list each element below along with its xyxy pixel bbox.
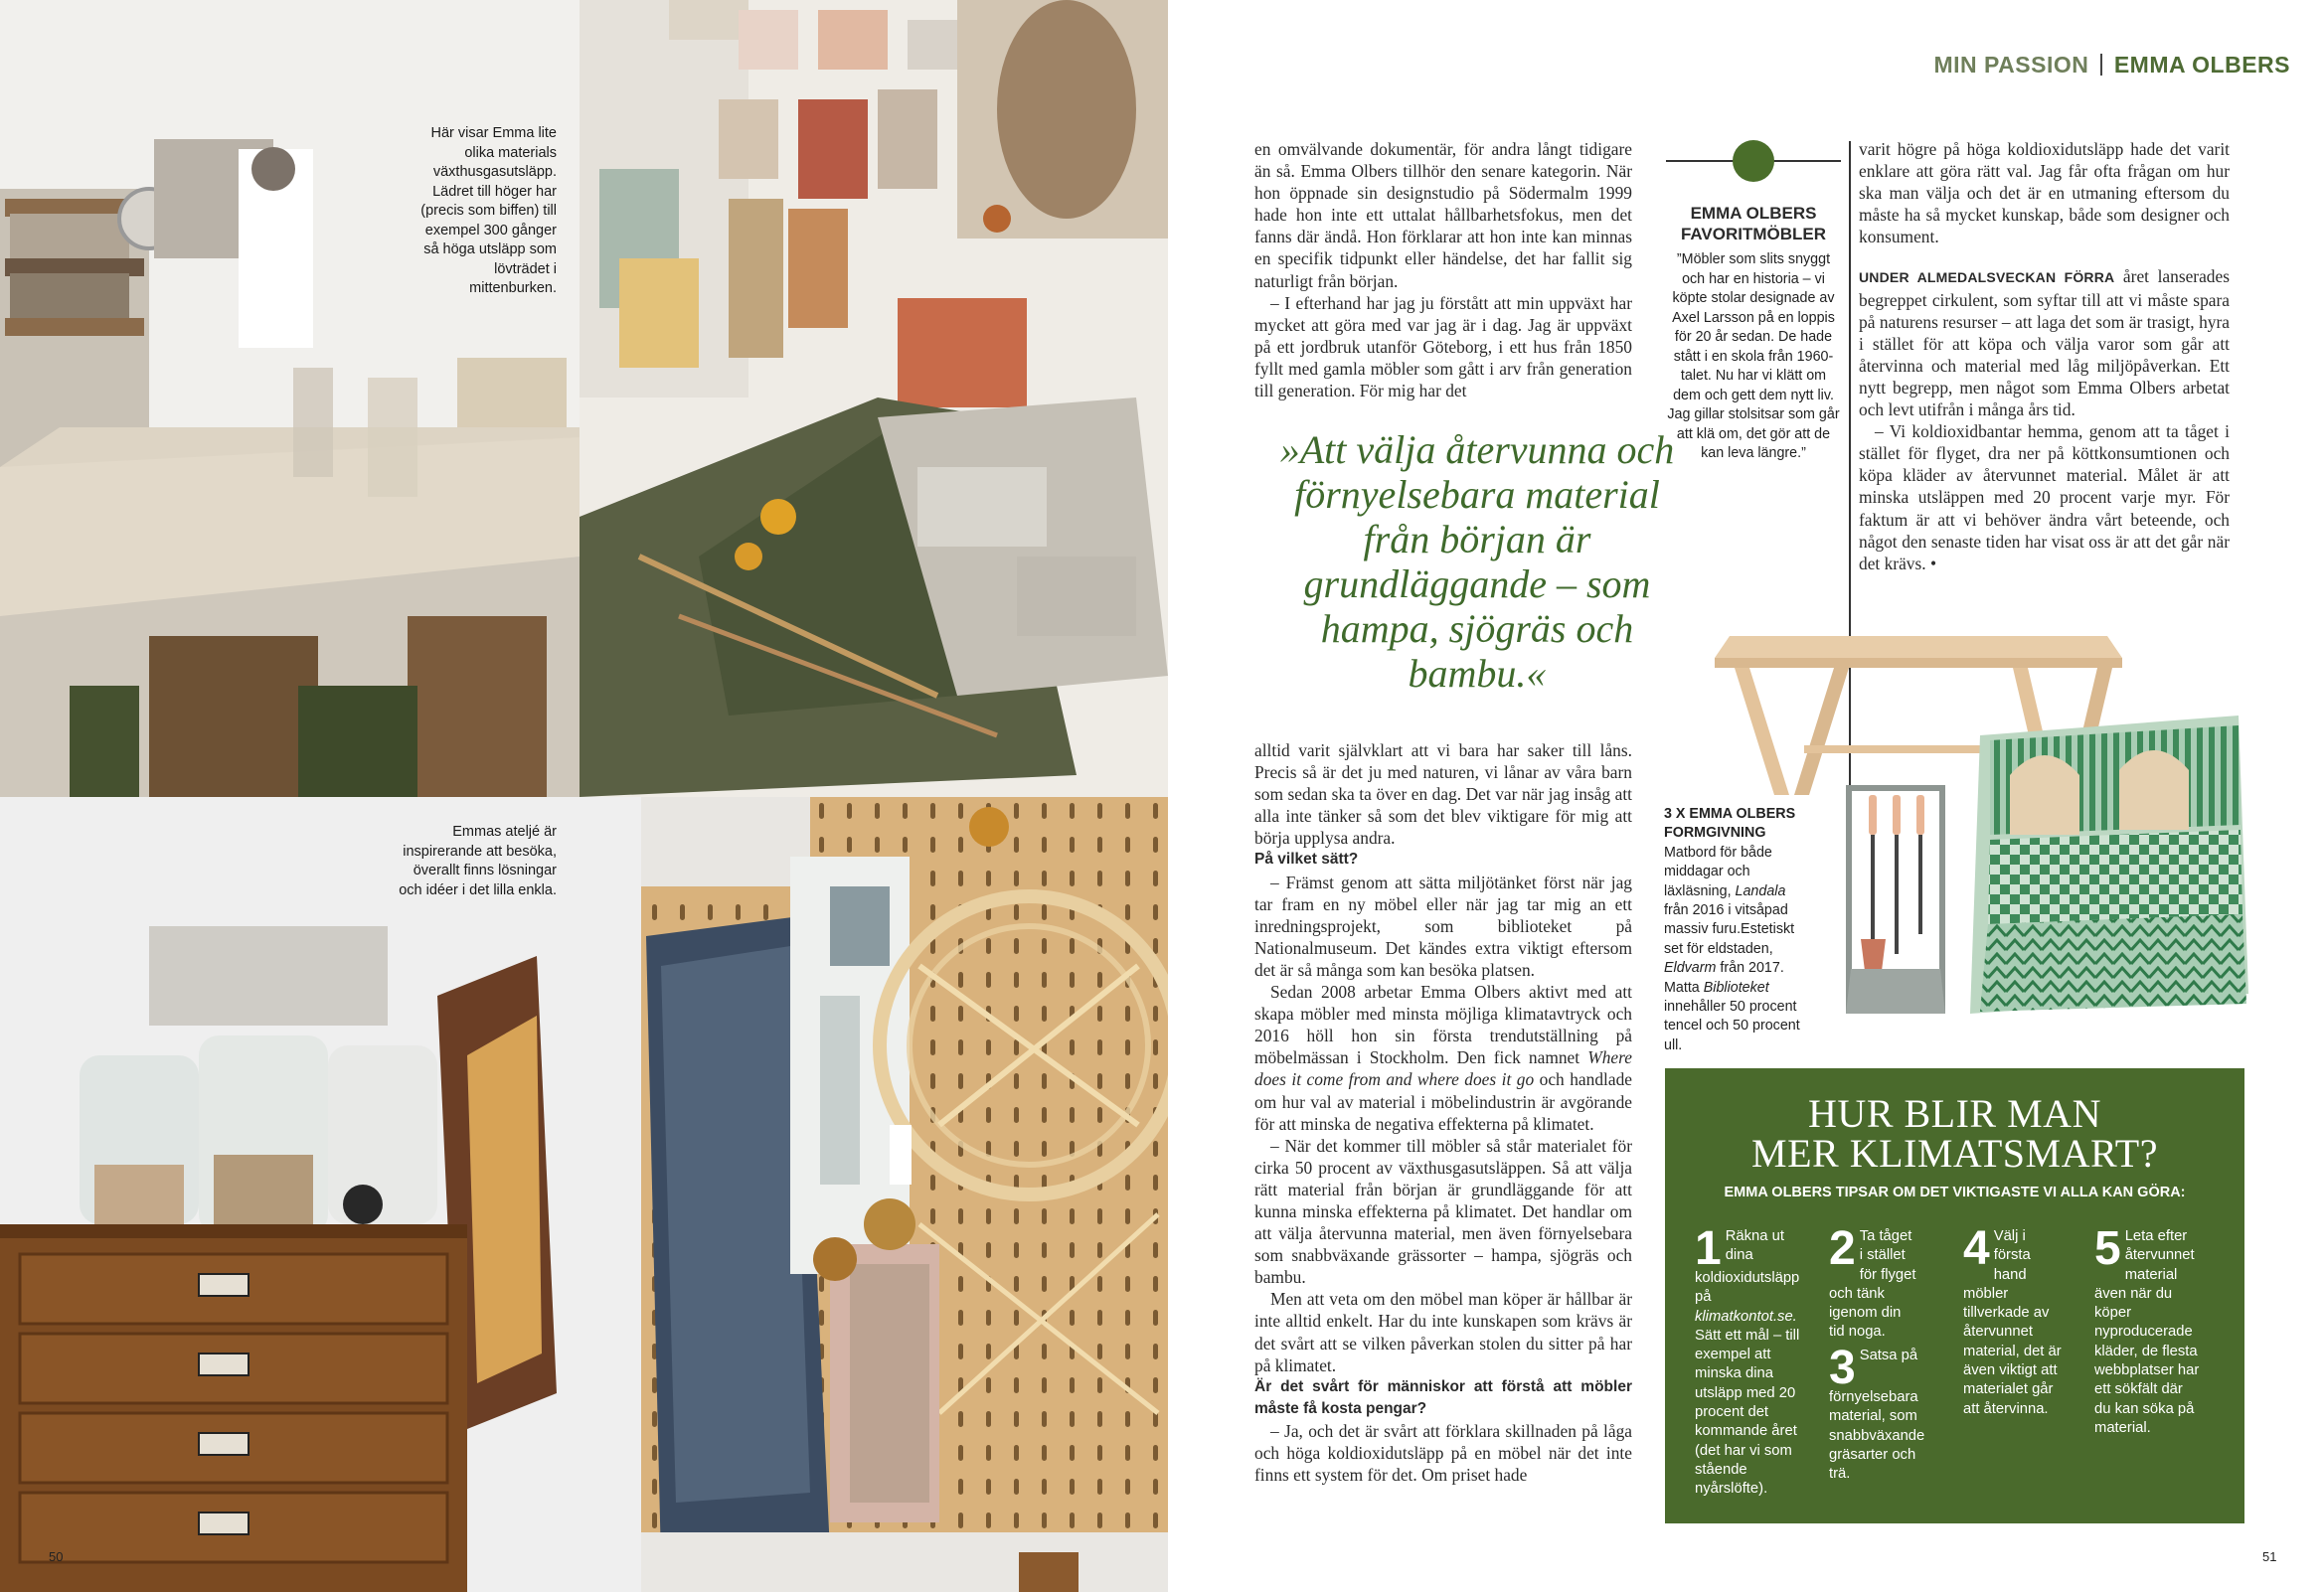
section-header (1933, 52, 2290, 79)
tips-title (1665, 1091, 2244, 1176)
tip-link-text: klimatkontot.se. (1695, 1308, 1797, 1325)
paragraph (1254, 981, 1632, 1135)
caption-top: Här visar Emma lite olika materials växthusgasutsläpp. Lädret till höger har (precis som biffen) till exempel 300 gånger så höga utsläpp som lövträdet i mittenburken. (420, 125, 557, 296)
text-run: från 2017. Matta (1664, 960, 1784, 996)
product-name: Landala (1735, 882, 1786, 899)
interview-question: Är det svårt för människor att förstå att möbler måste få kosta pengar? (1254, 1377, 1632, 1417)
exhibition-title: Where does it come from and where does it go (1254, 1047, 1632, 1090)
text-run: från 2016 i vitsåpad massiv furu.Estetiskt set för eldstaden, (1664, 902, 1795, 957)
products-heading: 3 X EMMA OLBERS FORMGIVNING (1664, 806, 1796, 842)
text-run: och handlade om hur val av material i möbelindustrin är avgörande för att minska de negativa effekterna på klimatet. (1254, 1069, 1632, 1134)
tips-title-line: HUR BLIR MAN (1808, 1091, 2101, 1136)
favorites-text: ”Möbler som slits snyggt och har en historia – vi köpte stolar designade av Axel Larsson på en loppis för 20 år sedan. De hade stått i en skola från 1960-talet. Nu har vi klätt om dem och gett dem nytt liv. Jag gillar stolsitsar som går att klä om, det gör att de kan leva längre.” (1667, 251, 1840, 461)
interview-question: På vilket sätt? (1254, 851, 1359, 869)
paragraph: – I efterhand har jag ju förstått att min uppväxt har mycket att göra med var jag är i dag. Jag är uppväxt på ett jordbruk utanför Göteborg, i ett hus från 1850 fyllt med gamla möbler som gått i arv från generation till generation. För mig har det (1254, 292, 1632, 401)
text-run: Räkna ut dina koldioxidutsläpp på (1695, 1228, 1800, 1306)
paragraph: alltid varit självklart att vi bara har saker till låns. Precis så är det ju med naturen, vi lånar av våra barn som sedan ska ta över en dag. Det var när jag insåg att alla inte tänker så som det blev viktigare för mig att börja upplysa andra. (1254, 740, 1632, 849)
tip-number: 5 (2094, 1222, 2121, 1275)
tip-number: 1 (1695, 1222, 1722, 1275)
page-number-left: 50 (49, 1549, 64, 1564)
tips-box (1665, 1068, 2244, 1523)
tip-text: Välj i första hand möbler tillverkade av återvunnet material, det är även viktigt att materialet går att återvinna. (1963, 1228, 2062, 1417)
lead-in-caps: UNDER ALMEDALSVECKAN FÖRRA (1859, 269, 2115, 286)
tip-item (1829, 1222, 1918, 1343)
caption-bottom: Emmas ateljé är inspirerande att besöka, överallt finns lösningar och idéer i det lilla enkla. (399, 824, 557, 898)
product-fireplace-set-image (1841, 780, 1950, 1024)
paragraph: – Vi koldioxidbantar hemma, genom att ta tåget i stället för flyget, dra ner på köttkonsumtionen och köpa kläder av återvunnet material. Målet är att minska utsläppen med 20 procent varje myr. För faktum är att vi behöver ändra vårt beteende, och något den senaste tiden har visat oss är att det går när det krävs. • (1859, 421, 2230, 573)
text-run: Sedan 2008 arbetar Emma Olbers aktivt med att skapa möbler med minsta möjliga klimatavtryck och 2016 höll hon sin första trendutställning på möbelmässan i Stockholm. Den fick namnet (1254, 982, 1632, 1068)
tip-text: Leta efter återvunnet material även när du köper nyproducerade kläder, de flesta webbplatser har ett sökfält där du kan söka på material. (2094, 1228, 2200, 1436)
paragraph: – När det kommer till möbler så står materialet för cirka 50 procent av växthusgasutsläppen. Så att välja rätt material från början är grundläggande för att kunna minska effekterna på klimatet. Det handlar om att välja återvunna material, men även förnyelsebara som snabbväxande grässorter – hampa, sjögräs och bambu. (1254, 1135, 1632, 1288)
tip-item (1963, 1222, 2063, 1419)
section-label: MIN PASSION (1933, 52, 2089, 78)
text-run: Sätt ett mål – till exempel att minska dina utsläpp med 20 procent det kommande året (det har vi som stående nyårslöfte). (1695, 1327, 1800, 1498)
tip-text: Satsa på förnyelsebara material, som snabbväxande gräsarter och trä. (1829, 1348, 1925, 1483)
paragraph: – Främst genom att sätta miljötänket först när jag tar fram en ny möbel eller när jag tar mig an ett inredningsprojekt, som biblioteket på Nationalmuseum. Det kändes extra viktigt eftersom det är så många som kan besöka platsen. (1254, 872, 1632, 980)
section-person: EMMA OLBERS (2113, 52, 2290, 78)
product-name: Eldvarm (1664, 960, 1717, 977)
photo-studio-table (0, 0, 580, 797)
paragraph: varit högre på höga koldioxidutsläpp hade det varit enklare att göra rätt val. Jag får ofta frågan om hur ska man välja och det är en utmaning eftersom du måste ha så mycket kunskap, både som designer och konsument. (1859, 139, 2230, 247)
tip-item (1829, 1342, 1925, 1484)
product-rug-image (1970, 716, 2248, 1014)
paragraph: – Ja, och det är svårt att förklara skillnaden på låga och höga koldioxidutsläpp på en möbel när det inte finns ett system för det. Om priset hade (1254, 1420, 1632, 1486)
photo-moodboard (580, 0, 1168, 797)
header-divider (2100, 54, 2102, 76)
tip-number: 4 (1963, 1222, 1990, 1275)
tip-number: 2 (1829, 1222, 1856, 1275)
text-run: Matbord för både middagar och läxläsning, (1664, 844, 1772, 899)
photo-drawers (0, 797, 641, 1592)
products-description (1664, 844, 1813, 1055)
photo-pegboard (641, 797, 1168, 1592)
tip-item (1695, 1222, 1806, 1500)
paragraph: Men att veta om den möbel man köper är hållbar är inte alltid enkelt. Har du inte kunskapen som krävs är det svårt att se vilken påverkan stolen du sitter på har på klimatet. (1254, 1289, 1632, 1375)
favorites-title: EMMA OLBERS FAVORITMÖBLER (1680, 204, 1827, 243)
body-column-1-bottom (1254, 739, 1632, 1486)
tip-item (2094, 1222, 2200, 1438)
product-name: Biblioteket (1703, 979, 1769, 996)
tips-title-line: MER KLIMATSMART? (1751, 1131, 2158, 1176)
paragraph: en omvälvande dokumentär, för andra långt tidigare än så. Emma Olbers tillhör den senare kategorin. När hon öppnade sin designstudio på Södermalm 1999 hade hon inte ett uttalat hållbarhetsfokus, men det fanns där ändå. Hon förklarar att hon inte kan minnas en specifik tidpunkt eller händelse, det har fallit sig naturligt från början. (1254, 139, 1632, 291)
sidebar-dot-icon (1733, 140, 1774, 182)
text-run: året lanserades begreppet cirkulent, som syftar till att vi måste spara på naturens resurser – att laga det som är trasigt, hyra i stället för att köpa och välja varor som går att återvinna och material med låg miljöpåverkan. Ett nytt begrepp, men något som Emma Olbers arbetat och levt utifrån i många års tid. (1859, 266, 2230, 420)
tip-number: 3 (1829, 1342, 1856, 1394)
tips-subtitle: EMMA OLBERS TIPSAR OM DET VIKTIGASTE VI ALLA KAN GÖRA: (1724, 1185, 2186, 1200)
tip-text: Ta tåget i stället för flyget och tänk igenom din tid noga. (1829, 1228, 1916, 1341)
body-column-3 (1859, 138, 2230, 574)
pull-quote: »Att välja återvunna och förnyelsebara material från början är grundläggande – som hampa, sjögräs och bambu.« (1279, 427, 1675, 696)
body-column-1-top (1254, 138, 1632, 401)
products-caption (1664, 805, 1813, 1055)
paragraph (1859, 265, 2230, 420)
text-run: innehåller 50 procent tencel och 50 procent ull. (1664, 999, 1800, 1053)
page-number-right: 51 (2262, 1549, 2277, 1564)
